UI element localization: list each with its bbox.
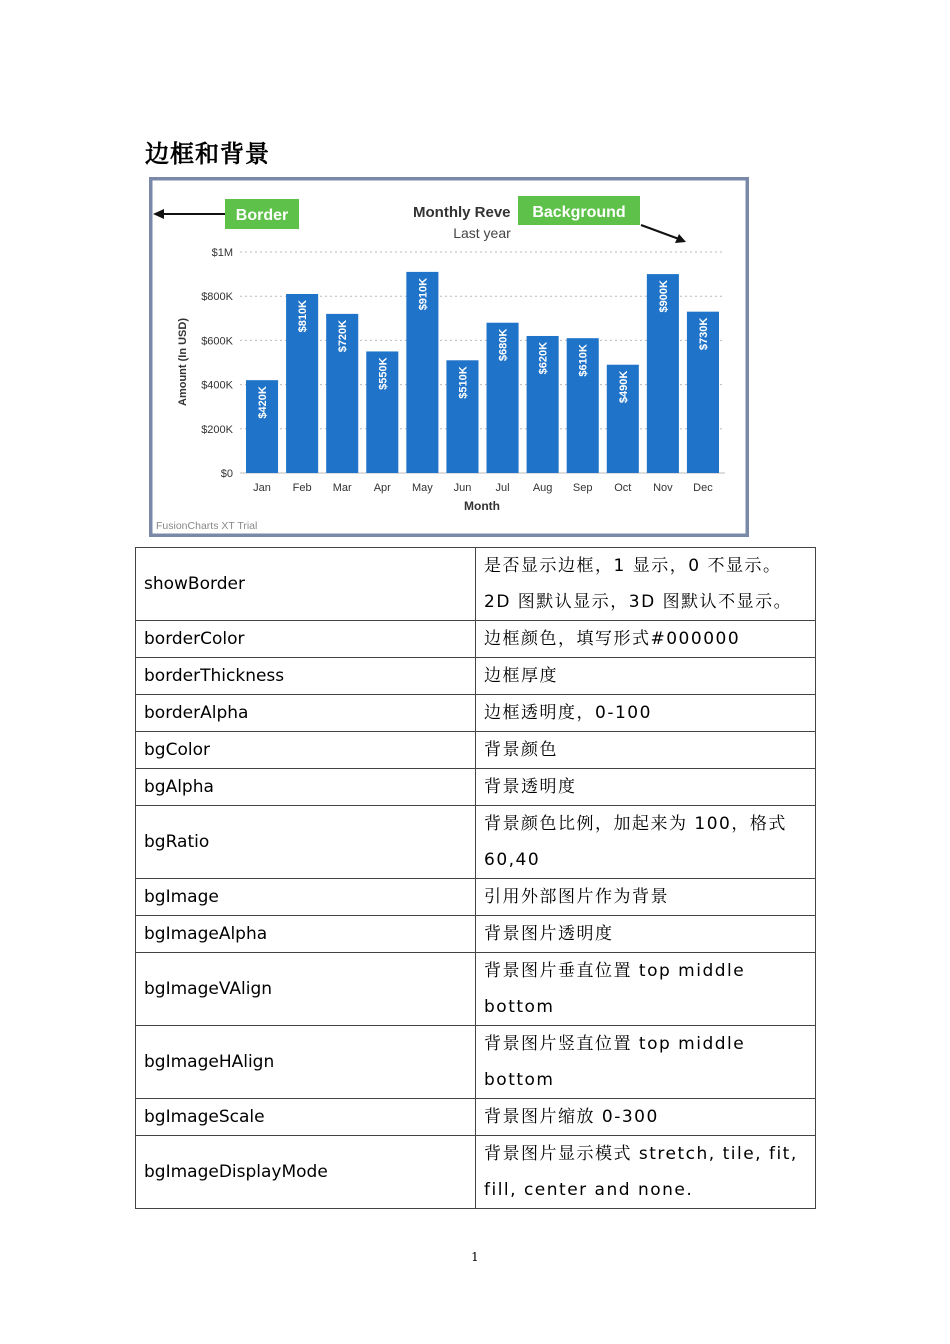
property-description: 背景透明度	[476, 769, 816, 806]
table-row	[136, 732, 816, 769]
y-axis-label: Amount (In USD)	[177, 318, 189, 406]
background-callout-label: Background	[532, 204, 626, 221]
section-heading: 边框和背景	[145, 140, 270, 168]
property-name: borderColor	[136, 621, 476, 658]
property-name: bgImageScale	[136, 1099, 476, 1136]
property-description: 背景图片竖直位置 top middle bottom	[476, 1026, 816, 1099]
property-description: 边框透明度，0-100	[476, 695, 816, 732]
y-tick-label: $800K	[201, 291, 233, 304]
table-row	[136, 1099, 816, 1136]
table-row	[136, 548, 816, 621]
bar-value-label: $720K	[337, 319, 350, 353]
property-name: bgAlpha	[136, 769, 476, 806]
property-name: showBorder	[136, 548, 476, 621]
bar-value-label: $490K	[617, 370, 630, 404]
table-row	[136, 769, 816, 806]
table-row	[136, 658, 816, 695]
y-tick-label: $400K	[201, 379, 233, 392]
property-name: bgImageHAlign	[136, 1026, 476, 1099]
y-tick-label: $0	[220, 468, 233, 480]
y-tick-label: $1M	[211, 247, 233, 259]
property-name: bgImageDisplayMode	[136, 1136, 476, 1209]
property-description: 是否显示边框，1 显示，0 不显示。2D 图默认显示，3D 图默认不显示。	[476, 548, 816, 621]
table-row	[136, 621, 816, 658]
bar-value-label: $810K	[297, 299, 310, 333]
property-description: 背景图片透明度	[476, 916, 816, 953]
x-tick-label: Mar	[332, 482, 352, 494]
revenue-bar-chart	[149, 177, 749, 537]
table-row	[136, 916, 816, 953]
property-description: 背景图片缩放 0-300	[476, 1099, 816, 1136]
chart-subtitle: Last year	[453, 225, 511, 241]
x-tick-label: Apr	[373, 482, 391, 494]
x-tick-label: Jun	[453, 482, 472, 494]
x-tick-label: Jul	[495, 482, 510, 494]
property-description: 背景图片显示模式 stretch, tile, fit, fill, center and none.	[476, 1136, 816, 1209]
chart-title: Monthly Reve	[413, 204, 511, 221]
property-name: borderAlpha	[136, 695, 476, 732]
bar-value-label: $730K	[697, 317, 710, 351]
x-tick-label: Dec	[693, 482, 713, 494]
properties-table	[135, 547, 816, 1209]
property-name: borderThickness	[136, 658, 476, 695]
x-tick-label: Sep	[572, 482, 593, 494]
page-number: 1	[471, 1250, 479, 1264]
bar-value-label: $900K	[657, 280, 670, 313]
property-name: bgImageAlpha	[136, 916, 476, 953]
bar-value-label: $620K	[537, 341, 550, 375]
x-tick-label: Oct	[614, 482, 632, 494]
table-row	[136, 1026, 816, 1099]
bar-value-label: $550K	[377, 357, 390, 390]
y-tick-label: $200K	[201, 423, 233, 436]
bar-value-label: $420K	[257, 386, 270, 419]
bar-value-label: $680K	[497, 328, 510, 362]
x-tick-label: Aug	[532, 482, 553, 494]
property-description: 边框颜色，填写形式#000000	[476, 621, 816, 658]
chart-figure	[149, 177, 749, 537]
table-row	[136, 806, 816, 879]
property-description: 背景颜色	[476, 732, 816, 769]
property-description: 边框厚度	[476, 658, 816, 695]
watermark-text: FusionCharts XT Trial	[156, 520, 258, 532]
table-row	[136, 953, 816, 1026]
table-row	[136, 879, 816, 916]
bar-value-label: $510K	[457, 366, 470, 399]
x-tick-label: Nov	[653, 482, 673, 494]
bar-value-label: $910K	[417, 277, 430, 311]
property-description: 背景颜色比例，加起来为 100，格式 60,40	[476, 806, 816, 879]
x-tick-label: Feb	[292, 482, 312, 494]
property-name: bgRatio	[136, 806, 476, 879]
y-tick-label: $600K	[201, 335, 233, 348]
x-tick-label: Jan	[253, 482, 271, 494]
property-name: bgImage	[136, 879, 476, 916]
property-description: 背景图片垂直位置 top middle bottom	[476, 953, 816, 1026]
property-name: bgColor	[136, 732, 476, 769]
table-row	[136, 1136, 816, 1209]
property-name: bgImageVAlign	[136, 953, 476, 1026]
x-axis-label: Month	[464, 499, 500, 513]
bar-value-label: $610K	[577, 344, 590, 377]
table-row	[136, 695, 816, 732]
border-callout-label: Border	[235, 207, 289, 224]
x-tick-label: May	[411, 482, 433, 494]
property-description: 引用外部图片作为背景	[476, 879, 816, 916]
